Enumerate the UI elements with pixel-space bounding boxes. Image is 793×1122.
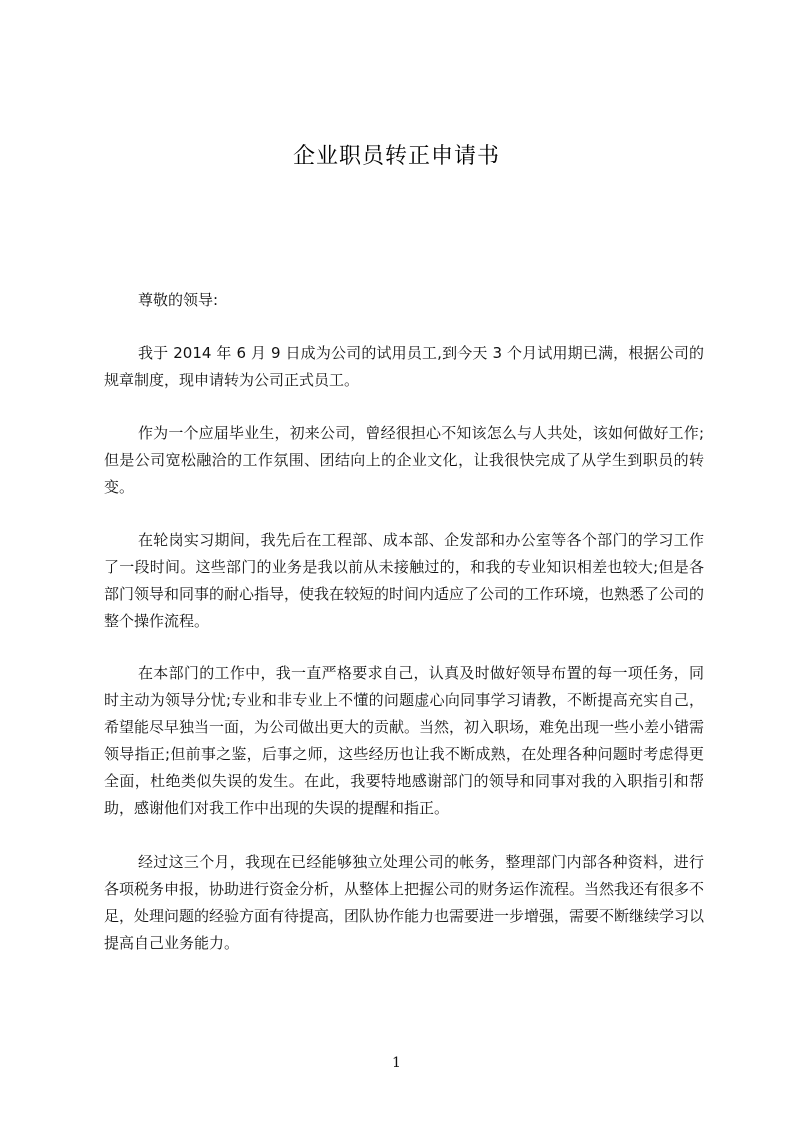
greeting: 尊敬的领导: [138,291,219,309]
paragraph-3: 在轮岗实习期间，我先后在工程部、成本部、企发部和办公室等各个部门的学习工作了一段时间。这些部门的业务是我以前从未接触过的，和我的专业知识相差也较大;但是各部门领导和同事的耐心指导，使我在较短的时间内适应了公司的工作环境，也熟悉了公司的整个操作流程。 [104,531,705,630]
document-title: 企业职员转正申请书 [292,144,500,169]
paragraph-5: 经过这三个月，我现在已经能够独立处理公司的帐务，整理部门内部各种资料，进行各项税务申报，协助进行资金分析，从整体上把握公司的财务运作流程。当然我还有很多不足，处理问题的经验方面有待提高，团队协作能力也需要进一步增强，需要不断继续学习以提高自己业务能力。 [104,853,705,952]
paragraph-2: 作为一个应届毕业生，初来公司，曾经很担心不知该怎么与人共处，该如何做好工作;但是公司宽松融洽的工作氛围、团结向上的企业文化，让我很快完成了从学生到职员的转变。 [104,424,704,496]
paragraph-1: 我于 2014 年 6 月 9 日成为公司的试用员工,到今天 3 个月试用期已满，根据公司的规章制度，现申请转为公司正式员工。 [104,344,704,389]
paragraph-4: 在本部门的工作中，我一直严格要求自己，认真及时做好领导布置的每一项任务，同时主动为领导分忧;专业和非专业上不懂的问题虚心向同事学习请教，不断提高充实自己，希望能尽早独当一面，为公司做出更大的贡献。当然，初入职场，难免出现一些小差小错需领导指正;但前事之鉴，后事之师，这些经历也让我不断成熟，在处理各种问题时考虑得更全面，杜绝类似失误的发生。在此，我要特地感谢部门的领导和同事对我的入职指引和帮助，感谢他们对我工作中出现的失误的提醒和指正。 [104,664,705,817]
page-number: 1 [392,1055,401,1071]
